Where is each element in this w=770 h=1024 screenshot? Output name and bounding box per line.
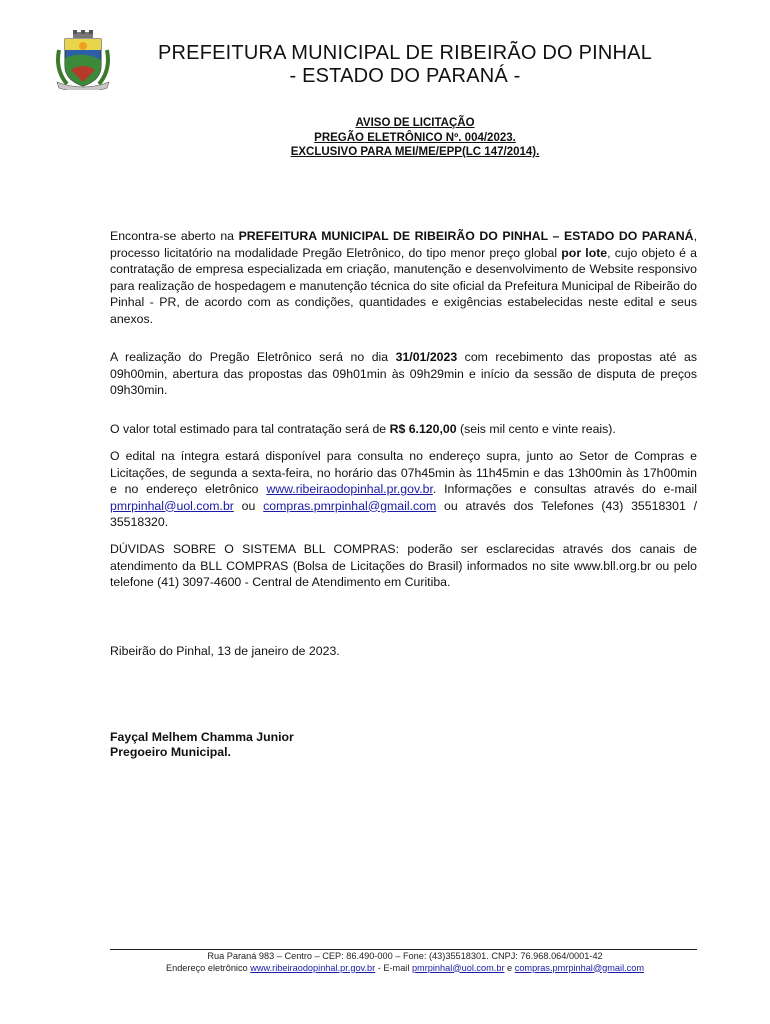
bold-span: 31/01/2023	[395, 350, 458, 364]
header-title-line1: PREFEITURA MUNICIPAL DE RIBEIRÃO DO PINHAL	[157, 42, 653, 64]
notice-heading-line3: EXCLUSIVO PARA MEI/ME/EPP(LC 147/2014).	[290, 146, 540, 158]
footer-divider	[110, 949, 697, 950]
footer-website-link[interactable]: www.ribeiraodopinhal.pr.gov.br	[250, 962, 376, 973]
text-span: , cujo objeto é a contratação de empresa especializada em criação, manutenção e desenvolvimento de Website responsivo para realização de hospedagem e manutenção técnica do site oficial da Prefeitura Municipal de Ribeirão do Pinhal - PR, de acordo com as condições, quantidades e exigências estabelecidas neste edital e seus anexos.	[110, 245, 698, 326]
text-span: ou	[233, 498, 264, 513]
text-span: Encontra-se aberto na	[110, 229, 239, 243]
footer-contacts	[100, 963, 710, 975]
text-span: . Informações e consultas através do e-mail	[432, 482, 698, 496]
text-span: (seis mil cento e vinte reais).	[456, 422, 616, 436]
paragraph-schedule	[110, 349, 697, 399]
text-span: , processo licitatório na modalidade Pregão Eletrônico, do tipo menor preço global	[110, 229, 697, 260]
municipal-coat-of-arms-icon	[53, 30, 113, 90]
paragraph-bll-doubts: DÚVIDAS SOBRE O SISTEMA BLL COMPRAS: poderão ser esclarecidas através dos canais de atendimento da BLL COMPRAS (Bolsa de Licitações do Brasil) informados no site www.bll.org.br ou pelo telefone (41) 3097-4600 - Central de Atendimento em Curitiba.	[110, 542, 697, 589]
notice-heading	[200, 116, 630, 160]
signature-block	[110, 730, 294, 760]
notice-heading-line2: PREGÃO ELETRÔNICO Nº. 004/2023.	[314, 131, 516, 144]
footer	[100, 951, 710, 974]
text-span: com recebimento das propostas até as 09h00min, abertura das propostas das 09h01min às 09h29min e início da sessão de disputa de preços 09h30min.	[110, 350, 697, 397]
website-link[interactable]: www.ribeiraodopinhal.pr.gov.br	[266, 482, 433, 496]
date-line: Ribeirão do Pinhal, 13 de janeiro de 2023.	[110, 644, 340, 658]
paragraph-value	[110, 421, 697, 438]
text-span: e	[504, 962, 515, 973]
text-span: ou através dos Telefones (43) 35518301 / 35518320.	[110, 498, 697, 529]
text-span: O valor total estimado para tal contratação será de	[110, 422, 390, 436]
footer-address: Rua Paraná 983 – Centro – CEP: 86.490-000 – Fone: (43)35518301. CNPJ: 76.968.064/0001-42	[207, 951, 603, 961]
text-span: Endereço eletrônico	[165, 962, 251, 973]
footer-email-link-uol[interactable]: pmrpinhal@uol.com.br	[411, 962, 505, 973]
header-title-line2: - ESTADO DO PARANÁ -	[289, 65, 521, 87]
bold-span: R$ 6.120,00	[389, 422, 457, 436]
bold-span: PREFEITURA MUNICIPAL DE RIBEIRÃO DO PINHAL – ESTADO DO PARANÁ	[238, 229, 694, 243]
bold-span: por lote	[561, 245, 608, 260]
email-link-gmail[interactable]: compras.pmrpinhal@gmail.com	[263, 498, 437, 513]
header-title	[130, 42, 680, 88]
email-link-uol[interactable]: pmrpinhal@uol.com.br	[110, 498, 234, 513]
signature-role: Pregoeiro Municipal.	[110, 745, 231, 759]
footer-email-link-gmail[interactable]: compras.pmrpinhal@gmail.com	[514, 962, 645, 973]
text-span: A realização do Pregão Eletrônico será no dia	[110, 350, 396, 364]
paragraph-opening	[110, 228, 697, 327]
text-span: - E-mail	[375, 962, 412, 973]
text-span: O edital na íntegra estará disponível para consulta no endereço supra, junto ao Setor de Compras e Licitações, de segunda a sexta-feira, no horário das 07h45min às 11h45min e das 13h00min às 17h00min e no endereço eletrônico	[110, 449, 697, 496]
notice-heading-line1: AVISO DE LICITAÇÃO	[355, 117, 475, 129]
signature-name: Fayçal Melhem Chamma Junior	[110, 730, 294, 744]
paragraph-edital	[110, 448, 697, 531]
